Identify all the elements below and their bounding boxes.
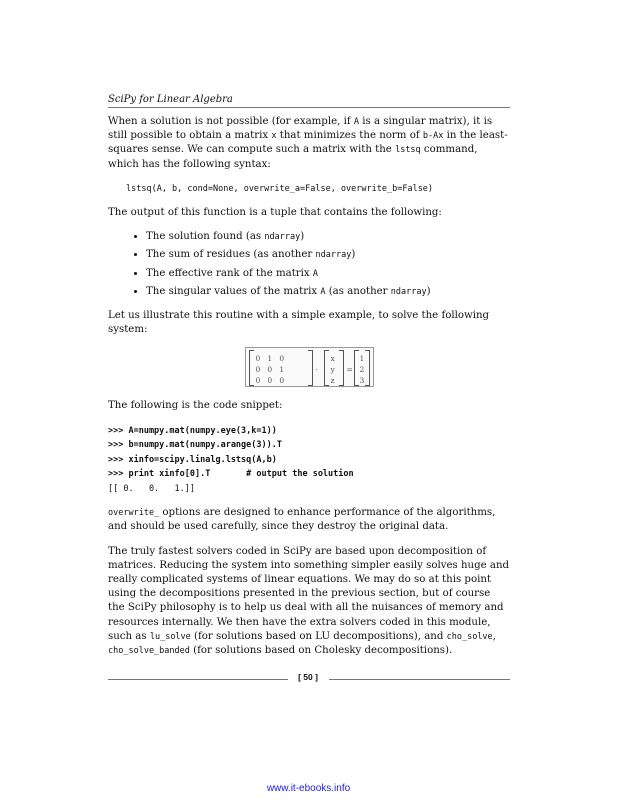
matrix-equation-image: 0 1 0 0 0 1 0 0 0 · x y z = 1 2 3 xyxy=(245,347,374,387)
paragraph-example: Let us illustrate this routine with a simple example, to solve the following system: xyxy=(108,310,490,336)
paragraph-overwrite: overwrite_ options are designed to enhance performance of the algorithms, and should be used carefully, since they destroy the original data. xyxy=(108,507,496,533)
code-output-line: [[ 0. 0. 1.]] xyxy=(108,483,195,494)
inline-code: cho_solve_banded xyxy=(108,645,190,656)
bracket-glyph xyxy=(354,350,359,386)
bracket-glyph xyxy=(308,350,313,386)
inline-code: A xyxy=(353,117,359,127)
inline-code: lstsq xyxy=(395,145,421,156)
list-item: • The solution found (as ndarray) xyxy=(146,230,510,244)
inline-code: cho_solve xyxy=(446,631,493,642)
list-item: • The effective rank of the matrix A xyxy=(146,267,510,281)
paragraph-code-intro: The following is the code snippet: xyxy=(108,400,283,412)
code-line: >>> xinfo=scipy.linalg.lstsq(A,b) xyxy=(108,454,277,465)
footer-rule-right xyxy=(329,679,510,680)
running-header: SciPy for Linear Algebra xyxy=(108,94,510,108)
bracket-glyph xyxy=(365,350,370,386)
output-list xyxy=(108,230,510,299)
code-line: >>> b=numpy.mat(numpy.arange(3)).T xyxy=(108,440,282,451)
watermark-link[interactable]: www.it-ebooks.info xyxy=(266,783,351,794)
page-number: [ 50 ] xyxy=(298,672,318,682)
footer-rule-left xyxy=(108,679,288,680)
main-content xyxy=(108,115,510,668)
list-item: • The sum of residues (as another ndarray) xyxy=(146,248,510,262)
inline-code: x xyxy=(271,131,277,142)
code-line: >>> A=numpy.mat(numpy.eye(3,k=1)) xyxy=(108,425,277,436)
list-item: • The singular values of the matrix A (as another ndarray) xyxy=(146,285,510,299)
bracket-glyph xyxy=(339,350,344,386)
inline-code: b-Ax xyxy=(422,131,444,142)
code-snippet xyxy=(108,424,510,497)
paragraph-output: The output of this function is a tuple that contains the following: xyxy=(108,207,442,219)
code-line: >>> print xinfo[0].T # output the solution xyxy=(108,469,354,480)
bracket-glyph xyxy=(249,350,254,386)
paragraph-solvers: The truly fastest solvers coded in SciPy are based upon decomposition of matrices. Reducing the system into something simpler easily solves huge and really complicated systems of linear equations. We may do so at this point using the decompositions presented in the previous section, but of course the SciPy philosophy is to help us deal with all the nuisances of memory and resources internally. We then have the extra solvers coded in this module, such as lu_solve (for solutions based on LU decompositions), and cho_solve, cho_solve_banded (for solutions based on Cholesky decompositions). xyxy=(108,545,510,656)
bracket-glyph xyxy=(324,350,329,386)
syntax-code: lstsq(A, b, cond=None, overwrite_a=False, overwrite_b=False) xyxy=(126,183,434,194)
paragraph-lstsq-intro: When a solution is not possible (for example, if A is a singular matrix), it is still possible to obtain a matrix x that minimizes the norm of b-Ax in the least-squares sense. We can compute such a matrix with the lstsq command, which has the following syntax: xyxy=(108,116,508,170)
inline-code: lu_solve xyxy=(149,631,191,642)
inline-code: overwrite_ xyxy=(108,508,160,519)
equation-figure xyxy=(108,347,510,387)
